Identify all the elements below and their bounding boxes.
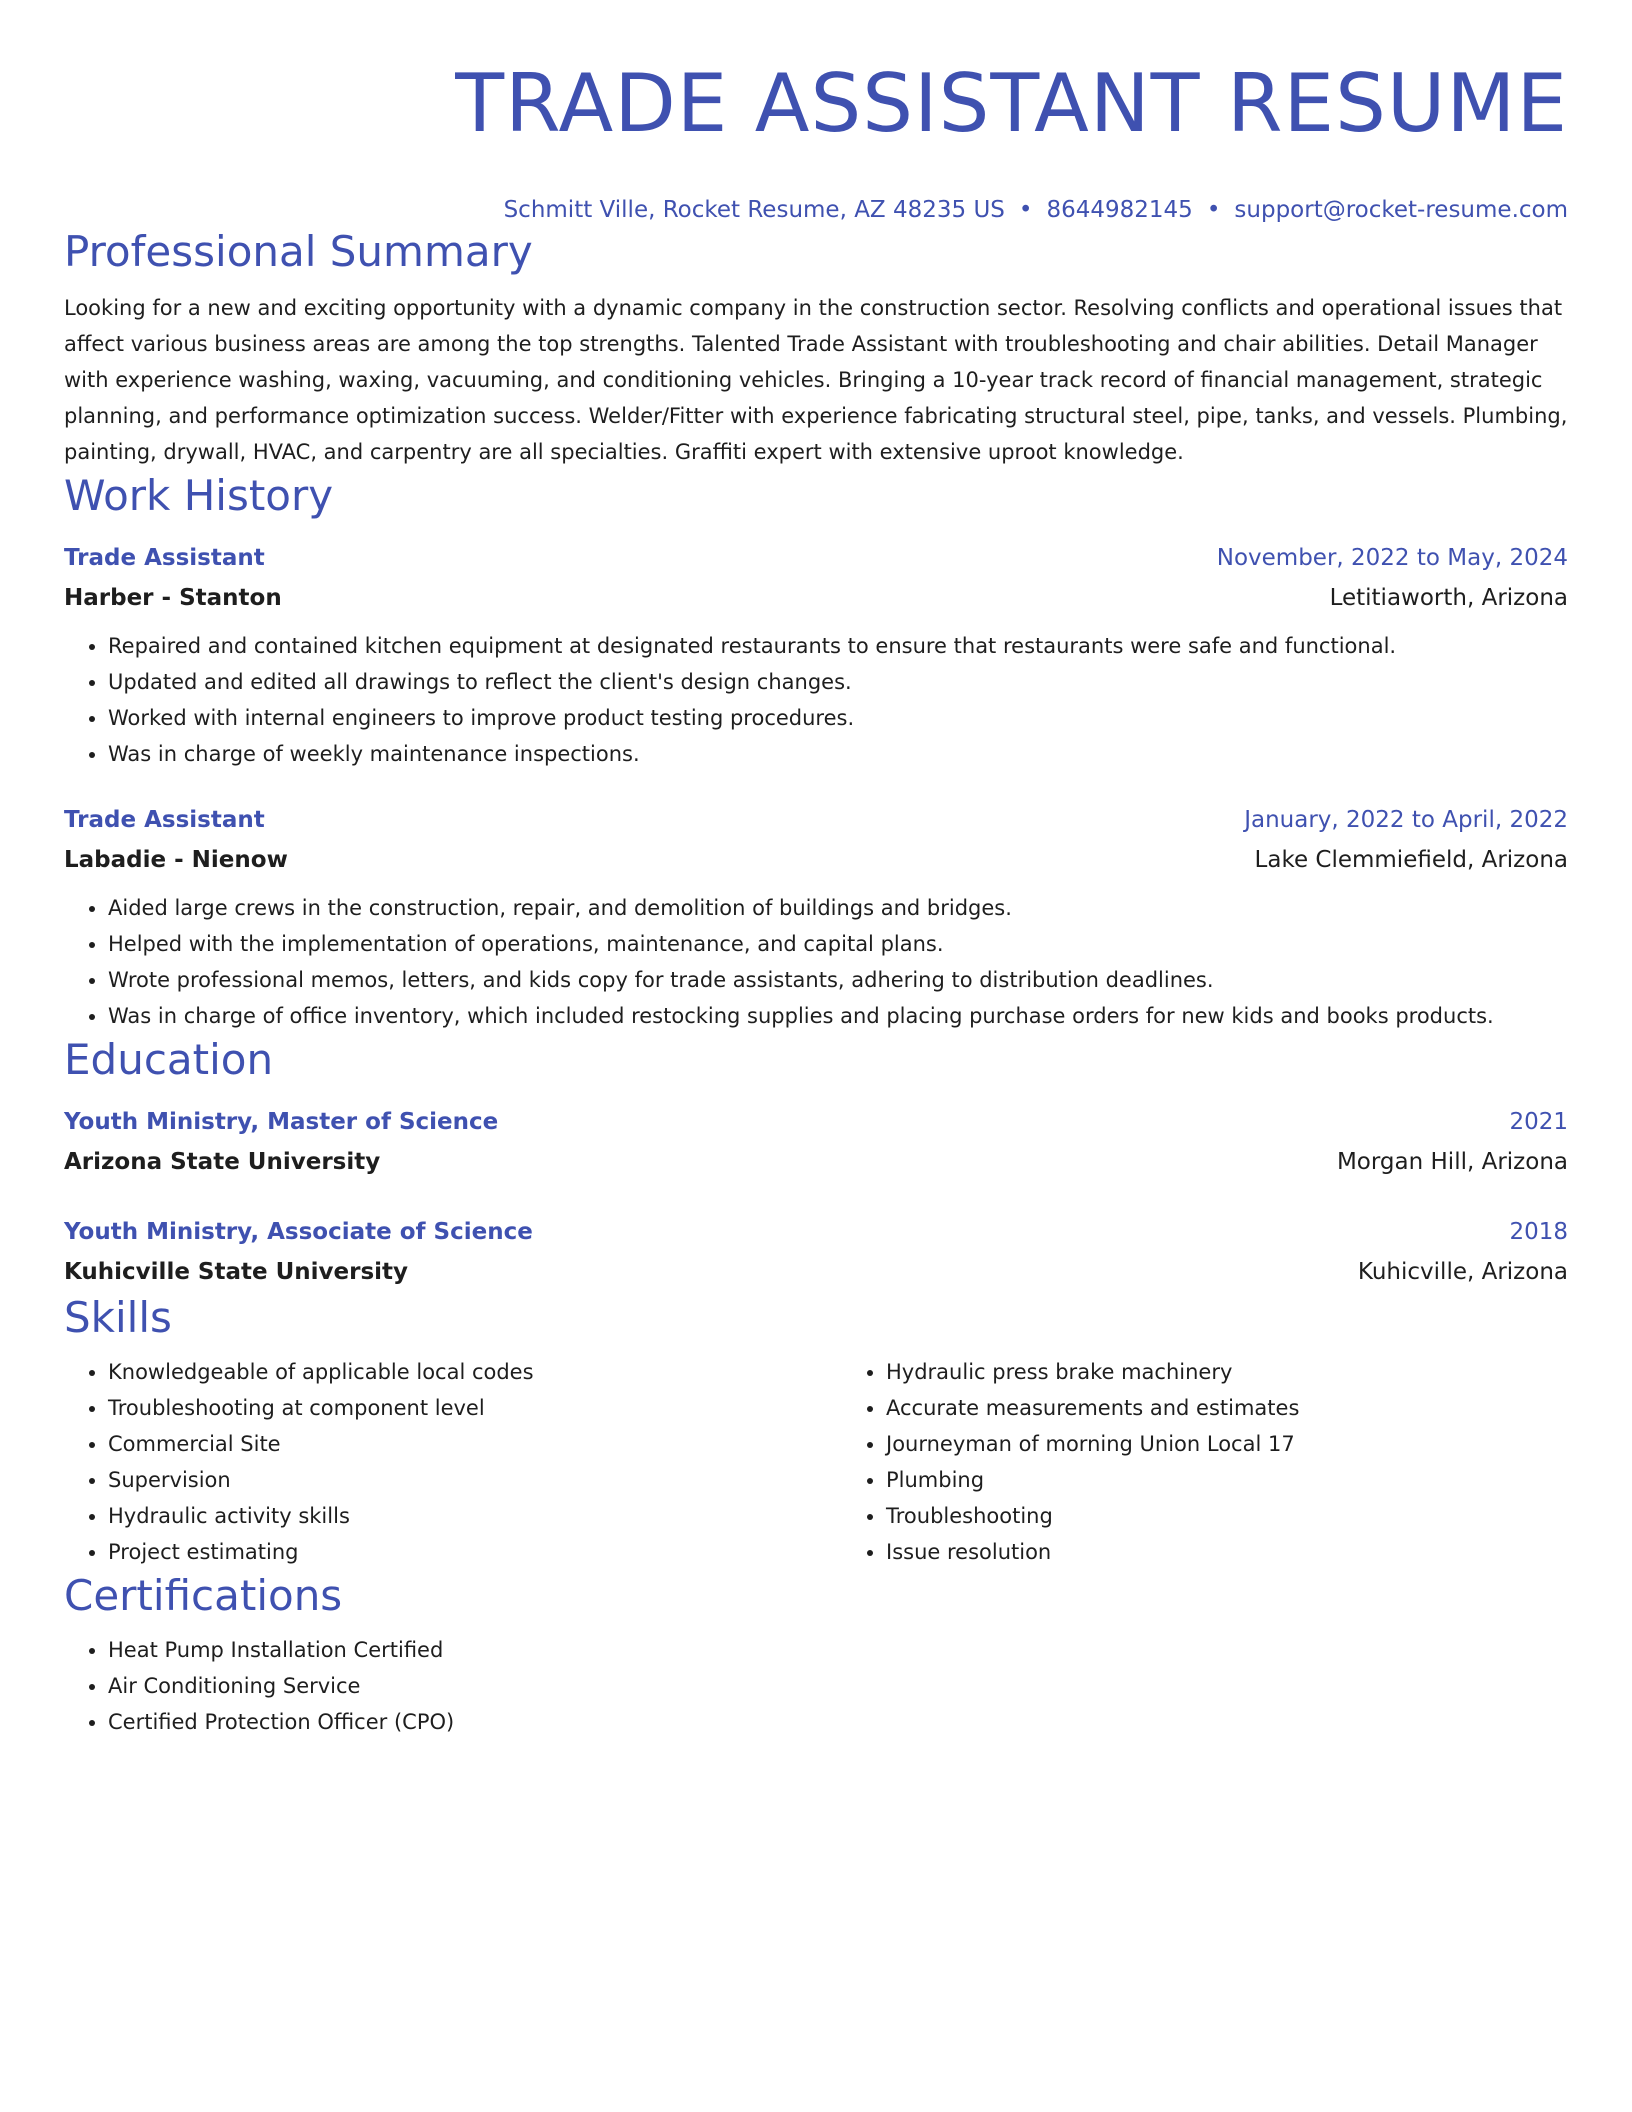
contact-phone: 8644982145 <box>1046 197 1193 223</box>
skill-item: • Project estimating <box>108 1534 842 1570</box>
certifications-list <box>64 1632 1568 1740</box>
certification-item: • Certified Protection Officer (CPO) <box>108 1704 1568 1740</box>
job-employer: Labadie - Nienow <box>64 847 288 873</box>
skills-list-left <box>64 1354 842 1570</box>
education-location: Morgan Hill, Arizona <box>1336 1149 1568 1175</box>
education-year: 2021 <box>1509 1109 1568 1135</box>
job-entry <box>64 538 1568 772</box>
skill-item: • Hydraulic press brake machinery <box>886 1354 1620 1390</box>
skill-item: • Accurate measurements and estimates <box>886 1390 1620 1426</box>
skills-list-right <box>842 1354 1620 1570</box>
job-location: Letitiaworth, Arizona <box>1329 585 1568 611</box>
certifications-section <box>64 1570 1568 1740</box>
contact-separator: • <box>1018 197 1033 223</box>
job-employer-row <box>64 578 1568 618</box>
contact-separator: • <box>1206 197 1221 223</box>
job-employer: Harber - Stanton <box>64 585 282 611</box>
skill-item: • Troubleshooting <box>886 1498 1620 1534</box>
certification-item: • Heat Pump Installation Certified <box>108 1632 1568 1668</box>
skill-item: • Hydraulic activity skills <box>108 1498 842 1534</box>
education-school: Kuhicville State University <box>64 1259 409 1285</box>
job-dates: November, 2022 to May, 2024 <box>1216 545 1568 571</box>
job-bullet: • Was in charge of office inventory, which included restocking supplies and placing purchase orders for new kids and books products. <box>108 998 1568 1034</box>
education-section <box>64 1034 1568 1292</box>
skill-item: • Journeyman of morning Union Local 17 <box>886 1426 1620 1462</box>
summary-section <box>64 226 1568 470</box>
job-bullet: • Was in charge of weekly maintenance inspections. <box>108 736 1568 772</box>
skill-item: • Commercial Site <box>108 1426 842 1462</box>
job-bullets <box>64 628 1568 772</box>
job-entry <box>64 800 1568 1034</box>
job-title-row <box>64 538 1568 578</box>
job-title: Trade Assistant <box>64 807 265 833</box>
certifications-heading: Certifications <box>64 1571 343 1620</box>
summary-heading: Professional Summary <box>64 227 533 276</box>
education-degree: Youth Ministry, Master of Science <box>64 1109 499 1135</box>
education-entry <box>64 1212 1568 1292</box>
skills-columns <box>64 1354 1568 1570</box>
resume-header <box>64 54 1568 226</box>
contact-line <box>64 194 1568 226</box>
job-bullet: • Updated and edited all drawings to reflect the client's design changes. <box>108 664 1568 700</box>
job-title: Trade Assistant <box>64 545 265 571</box>
skills-heading: Skills <box>64 1293 172 1342</box>
education-school: Arizona State University <box>64 1149 381 1175</box>
job-bullet: • Wrote professional memos, letters, and kids copy for trade assistants, adhering to distribution deadlines. <box>108 962 1568 998</box>
resume-title: TRADE ASSISTANT RESUME <box>455 57 1568 150</box>
education-location: Kuhicville, Arizona <box>1357 1259 1568 1285</box>
work-history-heading: Work History <box>64 471 334 520</box>
summary-text: Looking for a new and exciting opportunity with a dynamic company in the construction sector. Resolving conflicts and operational issues that affect various business areas are among the top strengths. Talented Trade Assistant with troubleshooting and chair abilities. Detail Manager with experience washing, waxing, vacuuming, and conditioning vehicles. Bringing a 10-year track record of financial management, strategic planning, and performance optimization success. Welder/Fitter with experience fabricating structural steel, pipe, tanks, and vessels. Plumbing, painting, drywall, HVAC, and carpentry are all specialties. Graffiti expert with extensive uproot knowledge. <box>64 296 1568 464</box>
education-degree-row <box>64 1102 1568 1142</box>
job-bullet: • Aided large crews in the construction, repair, and demolition of buildings and bridges. <box>108 890 1568 926</box>
job-employer-row <box>64 840 1568 880</box>
job-location: Lake Clemmiefield, Arizona <box>1254 847 1568 873</box>
job-title-row <box>64 800 1568 840</box>
job-bullet: • Repaired and contained kitchen equipment at designated restaurants to ensure that restaurants were safe and functional. <box>108 628 1568 664</box>
contact-address: Schmitt Ville, Rocket Resume, AZ 48235 US <box>503 197 1005 223</box>
job-dates: January, 2022 to April, 2022 <box>1244 807 1568 833</box>
skill-item: • Supervision <box>108 1462 842 1498</box>
skill-item: • Knowledgeable of applicable local codes <box>108 1354 842 1390</box>
education-school-row <box>64 1142 1568 1182</box>
education-degree-row <box>64 1212 1568 1252</box>
job-bullets <box>64 890 1568 1034</box>
certification-item: • Air Conditioning Service <box>108 1668 1568 1704</box>
contact-email: support@rocket-resume.com <box>1234 197 1568 223</box>
education-entry <box>64 1102 1568 1182</box>
education-degree: Youth Ministry, Associate of Science <box>64 1219 533 1245</box>
education-year: 2018 <box>1509 1219 1568 1245</box>
education-heading: Education <box>64 1035 274 1084</box>
skill-item: • Troubleshooting at component level <box>108 1390 842 1426</box>
skills-section <box>64 1292 1568 1570</box>
work-history-section <box>64 470 1568 1034</box>
job-bullet: • Worked with internal engineers to improve product testing procedures. <box>108 700 1568 736</box>
skill-item: • Plumbing <box>886 1462 1620 1498</box>
education-school-row <box>64 1252 1568 1292</box>
skill-item: • Issue resolution <box>886 1534 1620 1570</box>
job-bullet: • Helped with the implementation of operations, maintenance, and capital plans. <box>108 926 1568 962</box>
